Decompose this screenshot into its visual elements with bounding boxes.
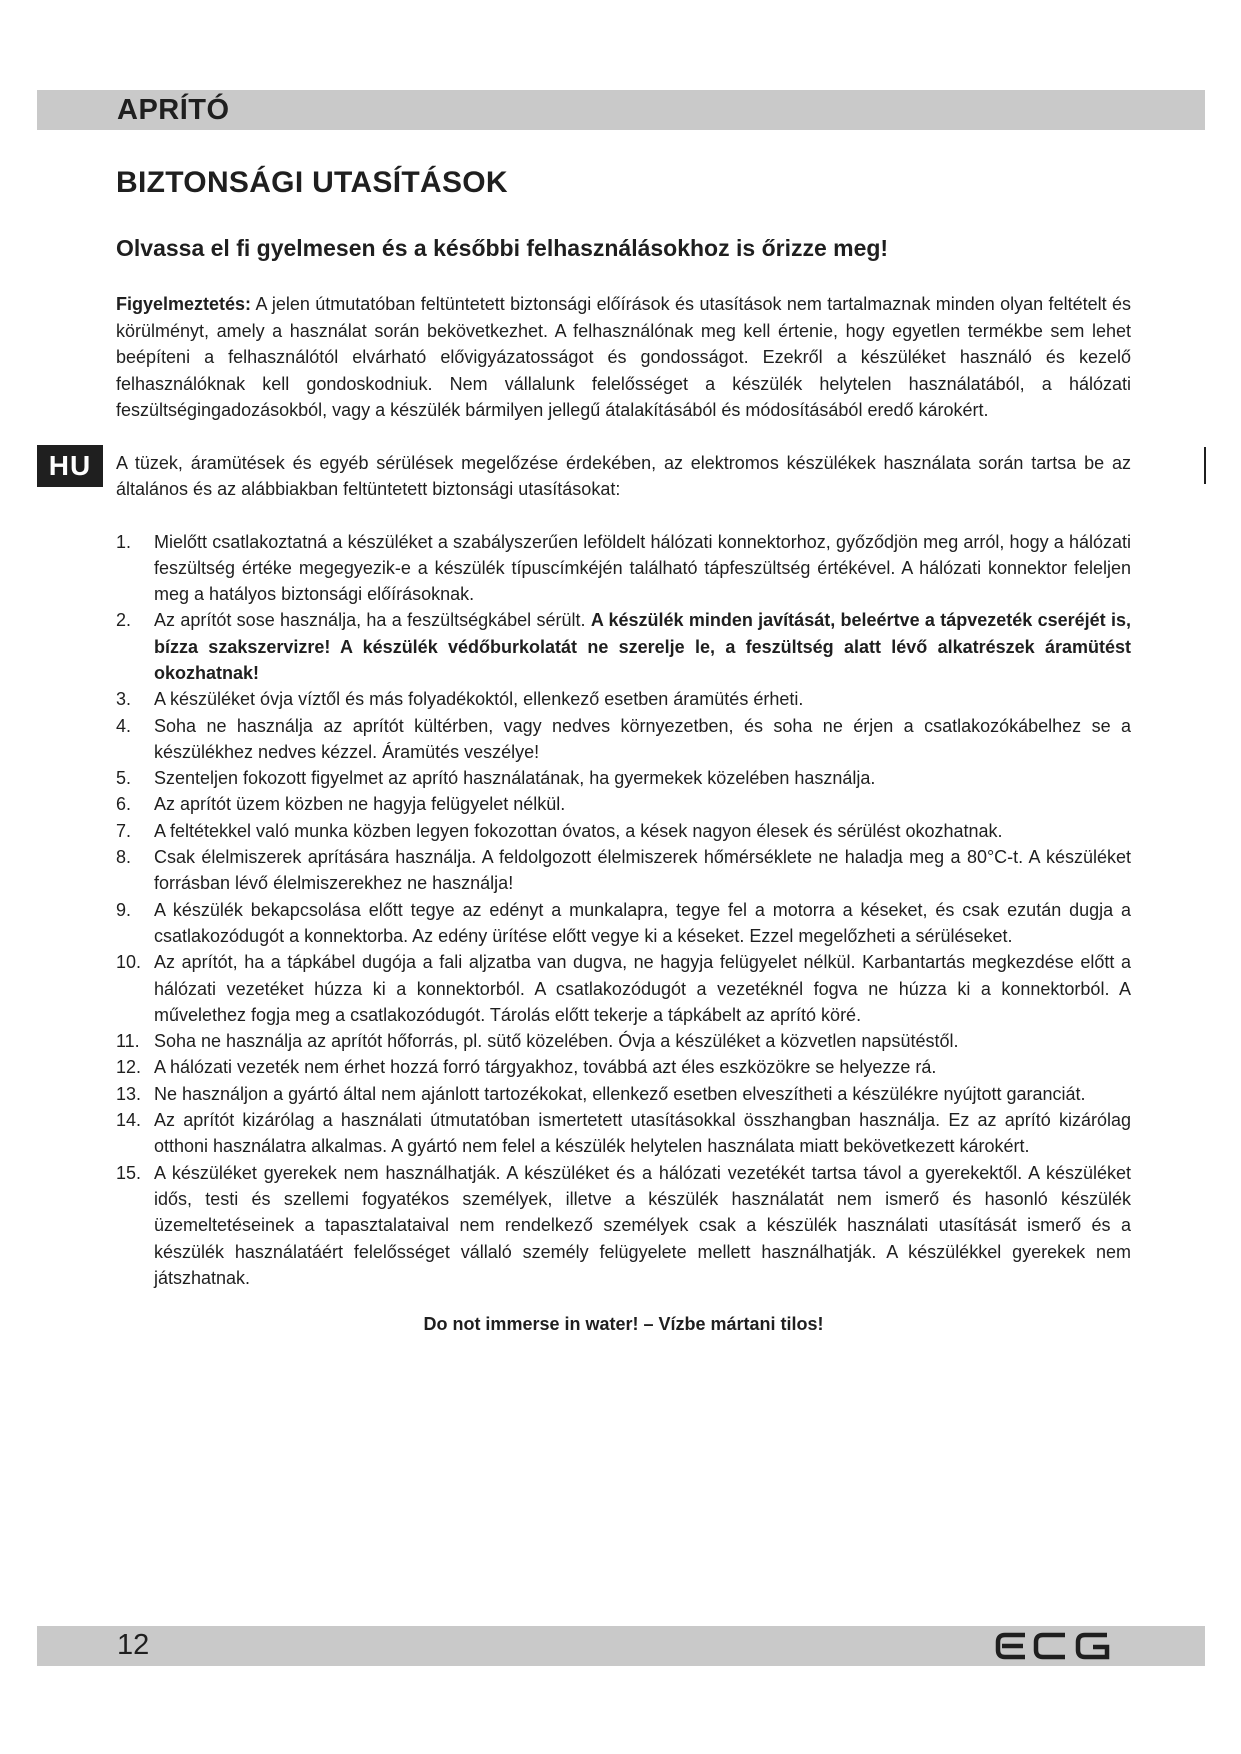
list-item-text: Az aprítót sose használja, ha a feszültségkábel sérült. (154, 610, 591, 631)
list-item (116, 1054, 1131, 1080)
safety-rules-list (116, 529, 1131, 1292)
closing-warning: Do not immerse in water! – Vízbe mártani tilos! (423, 1314, 824, 1335)
intro-paragraph: A tüzek, áramütések és egyéb sérülések megelőzése érdekében, az elektromos készülékek használata során tartsa be az általános és az alábbiakban feltüntetett biztonsági utasításokat: (116, 452, 1131, 499)
product-title: APRÍTÓ (117, 94, 230, 126)
subtitle: Olvassa el fi gyelmesen és a későbbi felhasználásokhoz is őrizze meg! (116, 235, 889, 261)
list-item (116, 897, 1131, 950)
list-item (116, 713, 1131, 766)
list-item-emphasis: A készülék minden javítását, beleértve a tápvezeték cseréjét is, bízza szakszervizre! A készülék védőburkolatát ne szerelje le, a feszültség alatt lévő alkatrészek áramütést okozhatnak! (154, 610, 1131, 683)
list-item-text: Ne használjon a gyártó által nem ajánlott tartozékokat, ellenkező esetben elveszítheti a készülékre nyújtott garanciát. (154, 1083, 1086, 1104)
list-item-number: 6. (116, 794, 132, 815)
warning-paragraph (116, 291, 1131, 424)
list-item-number: 5. (116, 768, 132, 789)
list-item-number: 10. (116, 952, 142, 973)
list-item-text: Soha ne használja az aprítót hőforrás, pl. sütő közelében. Óvja a készüléket a közvetlen napsütéstől. (154, 1031, 959, 1052)
list-item (116, 1081, 1131, 1107)
warning-text: A jelen útmutatóban feltüntetett biztonsági előírások és utasítások nem tartalmaznak minden olyan feltételt és körülményt, amely a használat során bekövetkezhet. A felhasználónak meg kell értenie, hogy egyetlen termékbe sem lehet beépíteni a felhasználótól elvárható elővigyázatosságot és gondosságot. Ezekről a készüléket használó és kezelő felhasználóknak kell gondoskodniuk. Nem vállalunk felelősséget a készülék helytelen használatából, a hálózati feszültségingadozásokból, vagy a készülék bármilyen jellegű átalakításából és módosításából eredő károkért. (116, 294, 1131, 420)
list-item (116, 765, 1131, 791)
list-item-text: Csak élelmiszerek aprítására használja. A feldolgozott élelmiszerek hőmérséklete ne haladja meg a 80°C-t. A készüléket forrásban lévő élelmiszerekhez ne használja! (154, 847, 1131, 894)
list-item-text: Az aprítót kizárólag a használati útmutatóban ismertetett utasításokkal összhangban használja. Ez az aprító kizárólag otthoni használatra alkalmas. A gyártó nem felel a készülék helytelen használata miatt bekövetkezett károkért. (154, 1110, 1131, 1157)
list-item-number: 7. (116, 820, 132, 841)
list-item-number: 1. (116, 531, 132, 552)
language-tab: HU (37, 445, 103, 487)
list-item (116, 949, 1131, 1028)
list-item-number: 11. (116, 1031, 140, 1052)
list-item (116, 1028, 1131, 1054)
footer-bar (37, 1626, 1205, 1666)
list-item (116, 818, 1131, 844)
list-item (116, 1107, 1131, 1160)
list-item (116, 844, 1131, 897)
list-item-number: 4. (116, 715, 132, 736)
list-item-number: 8. (116, 847, 132, 868)
list-item-text: A készüléket gyerekek nem használhatják. A készüléket és a hálózati vezetékét tartsa távol a gyerekektől. A készüléket idős, testi és szellemi fogyatékos személyek, illetve a készülék használatát nem ismerő és hasonló készülék üzemeltetéseinek a tapasztalataival nem rendelkező személyek csak a készülék használati utasítását ismerő és a készülék használatáért felelősséget vállaló személy felügyelete mellett használhatják. A készülékkel gyerekek nem játszhatnak. (154, 1162, 1131, 1288)
list-item (116, 529, 1131, 608)
list-item-text: Mielőtt csatlakoztatná a készüléket a szabályszerűen leföldelt hálózati konnektorhoz, győződjön meg arról, hogy a hálózati feszültség értéke megegyezik-e a készülék típuscímkéjén található tápfeszültség értékével. A hálózati konnektor feleljen meg a hatályos biztonsági előírásoknak. (154, 531, 1131, 605)
ecg-logo-mark (998, 1635, 1107, 1657)
list-item (116, 791, 1131, 817)
list-item-text: A hálózati vezeték nem érhet hozzá forró tárgyakhoz, továbbá azt éles eszközökre se helyezze rá. (154, 1057, 937, 1078)
page-content (116, 164, 1131, 1337)
list-item (116, 1160, 1131, 1291)
margin-marker (1204, 447, 1206, 484)
list-item-number: 9. (116, 899, 132, 920)
list-item (116, 686, 1131, 712)
page-number: 12 (117, 1629, 150, 1661)
list-item (116, 607, 1131, 686)
section-title: BIZTONSÁGI UTASÍTÁSOK (116, 166, 508, 199)
warning-lead: Figyelmeztetés: (116, 294, 252, 314)
list-item-number: 2. (116, 610, 132, 631)
list-item-text: A készülék bekapcsolása előtt tegye az edényt a munkalapra, tegye fel a motorra a késeket, és csak ezután dugja a csatlakozódugót a konnektorba. Az edény ürítése előtt vegye ki a késeket. Ezzel megelőzheti a sérüléseket. (154, 899, 1131, 946)
list-item-text: Szenteljen fokozott figyelmet az aprító használatának, ha gyermekek közelében használja. (154, 768, 876, 789)
list-item-number: 13. (116, 1083, 142, 1104)
list-item-text: Az aprítót üzem közben ne hagyja felügyelet nélkül. (154, 794, 566, 815)
list-item-text: Soha ne használja az aprítót kültérben, vagy nedves környezetben, és soha ne érjen a csatlakozókábelhez se a készülékhez nedves kézzel. Áramütés veszélye! (154, 715, 1131, 762)
list-item-number: 12. (116, 1057, 142, 1078)
list-item-number: 14. (116, 1110, 142, 1131)
list-item-text: A készüléket óvja víztől és más folyadékoktól, ellenkező esetben áramütés érheti. (154, 689, 804, 710)
list-item-text: Az aprítót, ha a tápkábel dugója a fali aljzatba van dugva, ne hagyja felügyelet nélkül. Karbantartás megkezdése előtt a hálózati vezetéket húzza ki a konnektorból. A csatlakozódugót a vezetéknél fogva ne húzza ki a konnektorból. A művelethez fogja meg a csatlakozódugót. Tárolás előtt tekerje a tápkábelt az aprító köré. (154, 952, 1131, 1025)
header-bar (37, 90, 1205, 130)
list-item-text: A feltétekkel való munka közben legyen fokozottan óvatos, a kések nagyon élesek és sérülést okozhatnak. (154, 820, 1003, 841)
list-item-number: 15. (116, 1162, 142, 1183)
list-item-number: 3. (116, 689, 132, 710)
ecg-logo (995, 1631, 1115, 1661)
